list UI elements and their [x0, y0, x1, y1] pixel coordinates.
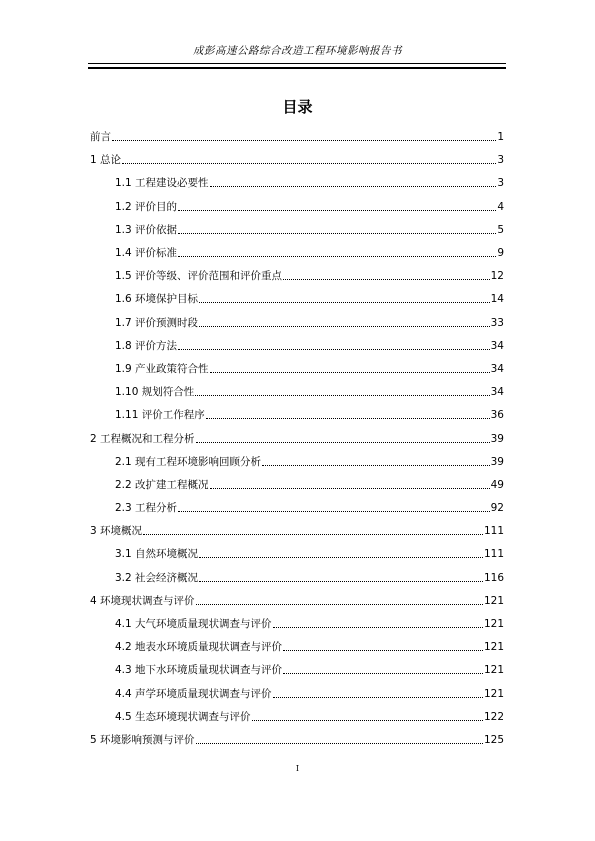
table-of-contents [90, 126, 504, 752]
toc-entry[interactable] [115, 451, 504, 474]
toc-dot-leader [199, 557, 483, 558]
toc-entry-page: 49 [490, 478, 504, 491]
toc-entry[interactable] [115, 543, 504, 566]
toc-entry-page: 14 [490, 293, 504, 306]
toc-entry-page: 111 [483, 548, 504, 561]
toc-entry-label: 1.10 规划符合性 [115, 386, 195, 399]
toc-entry[interactable] [115, 172, 504, 195]
toc-entry-label: 1.8 评价方法 [115, 339, 178, 352]
toc-entry[interactable] [115, 196, 504, 219]
toc-dot-leader [273, 697, 483, 698]
toc-entry-label: 4.4 声学环境质量现状调查与评价 [115, 687, 272, 700]
toc-entry[interactable] [115, 706, 504, 729]
toc-dot-leader [178, 233, 496, 234]
toc-entry-page: 39 [490, 455, 504, 468]
toc-entry-label: 2.1 现有工程环境影响回顾分析 [115, 455, 262, 468]
toc-entry-label: 前言 [90, 131, 111, 144]
toc-entry[interactable] [115, 567, 504, 590]
toc-entry[interactable] [90, 427, 504, 450]
toc-dot-leader [196, 442, 490, 443]
toc-entry-page: 122 [483, 710, 504, 723]
toc-entry-page: 92 [490, 502, 504, 515]
toc-dot-leader [283, 650, 483, 651]
toc-entry-label: 1.7 评价预测时段 [115, 316, 199, 329]
toc-entry-page: 121 [483, 641, 504, 654]
toc-entry-page: 121 [483, 687, 504, 700]
toc-entry-label: 1.5 评价等级、评价范围和评价重点 [115, 270, 283, 283]
toc-entry-page: 125 [483, 733, 504, 746]
toc-dot-leader [199, 581, 483, 582]
toc-entry[interactable] [115, 312, 504, 335]
toc-entry[interactable] [115, 219, 504, 242]
toc-entry[interactable] [115, 613, 504, 636]
toc-entry-label: 1.9 产业政策符合性 [115, 362, 209, 375]
toc-entry-page: 34 [490, 386, 504, 399]
toc-entry-label: 1 总论 [90, 154, 122, 167]
toc-entry[interactable] [115, 381, 504, 404]
toc-dot-leader [210, 186, 497, 187]
toc-entry-page: 3 [497, 177, 504, 190]
toc-entry-label: 4.2 地表水环境质量现状调查与评价 [115, 641, 283, 654]
toc-entry-page: 36 [490, 409, 504, 422]
toc-dot-leader [143, 534, 483, 535]
toc-dot-leader [122, 163, 496, 164]
toc-entry-page: 3 [497, 154, 504, 167]
toc-entry-page: 34 [490, 362, 504, 375]
toc-entry[interactable] [115, 474, 504, 497]
toc-entry-page: 5 [497, 223, 504, 236]
header-divider-thin [88, 63, 506, 64]
toc-entry-page: 121 [483, 664, 504, 677]
toc-entry[interactable] [90, 729, 504, 752]
toc-entry[interactable] [115, 497, 504, 520]
toc-entry[interactable] [115, 683, 504, 706]
toc-entry[interactable] [115, 404, 504, 427]
toc-entry[interactable] [115, 242, 504, 265]
toc-entry[interactable] [115, 335, 504, 358]
toc-entry-label: 4.3 地下水环境质量现状调查与评价 [115, 664, 283, 677]
toc-entry[interactable] [115, 265, 504, 288]
toc-dot-leader [196, 743, 483, 744]
toc-entry-page: 116 [483, 571, 504, 584]
header-divider-thick [88, 67, 506, 69]
page-number: I [295, 764, 300, 773]
toc-entry[interactable] [90, 126, 504, 149]
toc-dot-leader [178, 210, 496, 211]
toc-dot-leader [283, 279, 490, 280]
toc-entry-page: 1 [497, 131, 504, 144]
toc-entry[interactable] [115, 358, 504, 381]
toc-entry-page: 39 [490, 432, 504, 445]
toc-title: 目录 [282, 98, 313, 116]
toc-entry-label: 1.6 环境保护目标 [115, 293, 199, 306]
toc-entry-label: 2.2 改扩建工程概况 [115, 478, 209, 491]
toc-dot-leader [195, 395, 489, 396]
toc-entry-label: 3.2 社会经济概况 [115, 571, 199, 584]
toc-dot-leader [112, 140, 496, 141]
toc-dot-leader [273, 627, 483, 628]
toc-entry-label: 4 环境现状调查与评价 [90, 594, 195, 607]
toc-dot-leader [199, 326, 490, 327]
toc-entry-label: 1.2 评价目的 [115, 200, 178, 213]
toc-entry-page: 12 [490, 270, 504, 283]
toc-dot-leader [252, 720, 483, 721]
toc-dot-leader [199, 302, 490, 303]
toc-entry-page: 121 [483, 594, 504, 607]
toc-entry[interactable] [90, 149, 504, 172]
toc-dot-leader [196, 604, 483, 605]
document-header-title: 成彭高速公路综合改造工程环境影响报告书 [193, 45, 402, 57]
toc-entry-label: 2.3 工程分析 [115, 502, 178, 515]
toc-entry-page: 34 [490, 339, 504, 352]
toc-dot-leader [178, 349, 490, 350]
toc-dot-leader [178, 511, 490, 512]
toc-entry-page: 4 [497, 200, 504, 213]
toc-entry[interactable] [115, 659, 504, 682]
toc-dot-leader [206, 418, 490, 419]
toc-entry-label: 5 环境影响预测与评价 [90, 733, 195, 746]
toc-dot-leader [210, 372, 490, 373]
toc-dot-leader [210, 488, 490, 489]
toc-entry-page: 111 [483, 525, 504, 538]
toc-entry-label: 1.1 工程建设必要性 [115, 177, 209, 190]
toc-entry-label: 4.5 生态环境现状调查与评价 [115, 710, 251, 723]
toc-dot-leader [262, 465, 490, 466]
toc-entry[interactable] [90, 520, 504, 543]
toc-dot-leader [178, 256, 496, 257]
toc-entry-label: 1.11 评价工作程序 [115, 409, 205, 422]
toc-entry-page: 121 [483, 618, 504, 631]
toc-entry[interactable] [115, 636, 504, 659]
toc-entry-label: 3 环境概况 [90, 525, 143, 538]
toc-entry-page: 33 [490, 316, 504, 329]
toc-entry-label: 1.3 评价依据 [115, 223, 178, 236]
toc-entry-label: 2 工程概况和工程分析 [90, 432, 195, 445]
toc-entry-label: 1.4 评价标准 [115, 247, 178, 260]
toc-entry-label: 4.1 大气环境质量现状调查与评价 [115, 618, 272, 631]
toc-entry[interactable] [90, 590, 504, 613]
toc-entry[interactable] [115, 288, 504, 311]
toc-entry-label: 3.1 自然环境概况 [115, 548, 199, 561]
toc-dot-leader [283, 673, 483, 674]
toc-entry-page: 9 [497, 247, 504, 260]
